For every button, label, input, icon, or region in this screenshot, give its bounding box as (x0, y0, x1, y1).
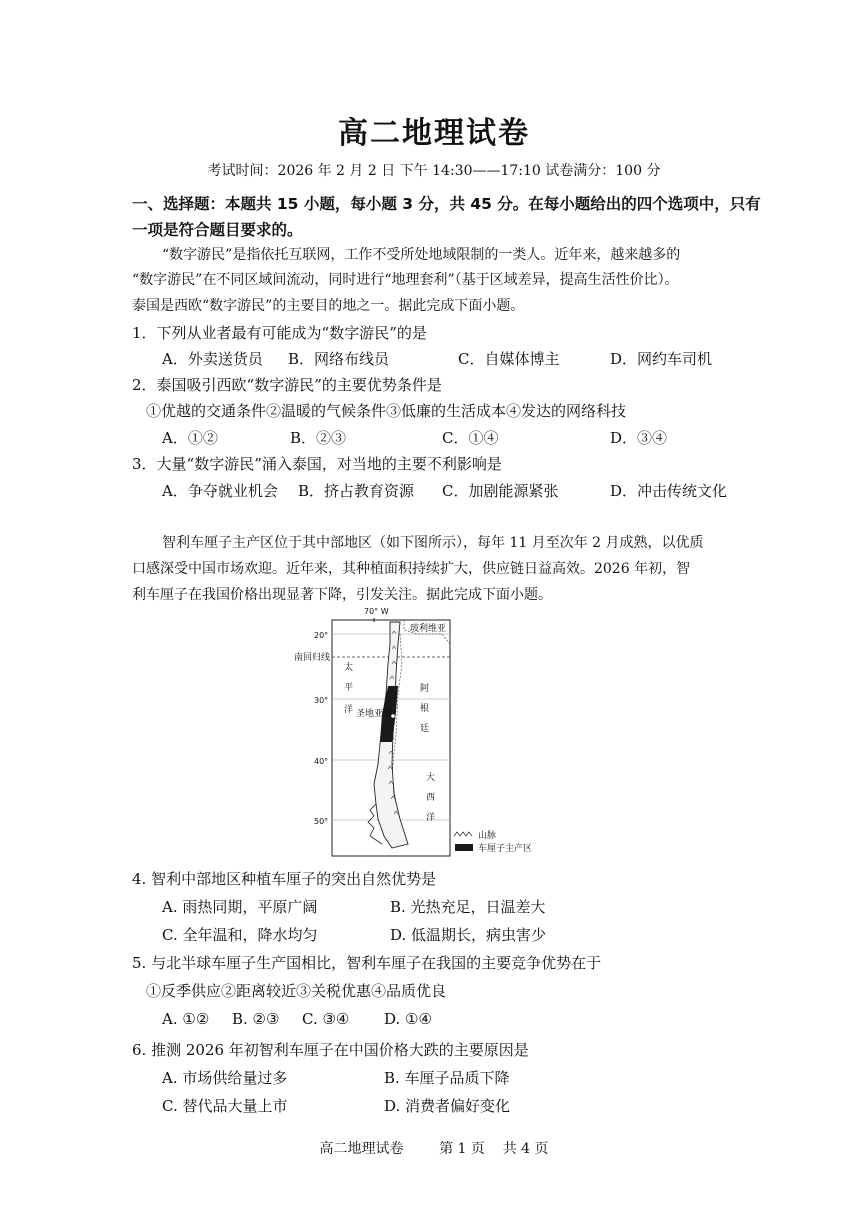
exam-info: 考试时间：2026 年 2 月 2 日 下午 14:30——17:10 试卷满分：100 分 (207, 163, 661, 179)
q2-option-d: D．③④ (610, 429, 668, 447)
q2-option-a: A．①② (162, 429, 218, 447)
page-title: 高二地理试卷 (338, 116, 530, 151)
q5-items: ①反季供应②距离较近③关税优惠④品质优良 (146, 982, 447, 1000)
lat-label-20: 20° (314, 631, 329, 640)
label-pacific-3: 洋 (344, 705, 354, 715)
passage2-line1: 智利车厘子主产区位于其中部地区（如下图所示），每年 11 月至次年 2 月成熟，以优质 (162, 535, 704, 551)
q2-option-c: C．①④ (442, 429, 499, 447)
map-legend (454, 829, 532, 854)
q1-option-a: A．外卖送货员 (162, 350, 263, 368)
q5-option-a: A. ①② (162, 1010, 210, 1028)
q3-option-d: D．冲击传统文化 (610, 482, 728, 500)
q4-option-c: C. 全年温和，降水均匀 (162, 926, 318, 944)
q4-option-d: D. 低温期长，病虫害少 (390, 926, 547, 944)
legend-cherry-label: 车厘子主产区 (478, 844, 533, 854)
q6-option-c: C. 替代品大量上市 (162, 1097, 288, 1115)
legend-mountain-icon (454, 832, 472, 836)
passage1-line2: “数字游民”在不同区域间流动，同时进行“地理套利”（基于区域差异，提高生活性价比）。 (132, 272, 679, 288)
q6-option-b: B. 车厘子品质下降 (384, 1069, 510, 1087)
q3-option-a: A．争夺就业机会 (162, 482, 278, 500)
passage1-line1: “数字游民”是指依托互联网，工作不受所处地域限制的一类人。近年来，越来越多的 (162, 247, 681, 263)
q4-option-b: B. 光热充足，日温差大 (390, 898, 546, 916)
page-footer: 高二地理试卷 第 1 页 共 4 页 (319, 1141, 549, 1157)
q3-option-b: B．挤占教育资源 (298, 482, 415, 500)
label-pacific-1: 太 (344, 663, 354, 673)
tropic-label: 南回归线 (294, 653, 331, 663)
q5-option-d: D. ①④ (384, 1010, 432, 1028)
q1-stem: 1．下列从业者最有可能成为“数字游民”的是 (132, 324, 427, 342)
q4-option-a: A. 雨热同期，平原广阔 (162, 898, 318, 916)
map-lon-label: 70° W (364, 607, 389, 616)
q2-stem: 2．泰国吸引西欧“数字游民”的主要优势条件是 (132, 376, 442, 394)
label-atlantic-1: 大 (426, 773, 436, 783)
q1-option-d: D．网约车司机 (610, 350, 713, 368)
chile-map (292, 604, 552, 860)
label-atlantic-2: 西 (426, 793, 436, 803)
lat-label-50: 50° (314, 817, 329, 826)
passage1-line3: 泰国是西欧“数字游民”的主要目的地之一。据此完成下面小题。 (132, 298, 525, 314)
label-argentina-3: 廷 (420, 724, 430, 734)
lat-label-30: 30° (314, 696, 329, 705)
q1-option-c: C．自媒体博主 (458, 350, 560, 368)
label-argentina-1: 阿 (420, 684, 430, 694)
q3-stem: 3．大量“数字游民”涌入泰国，对当地的主要不利影响是 (132, 455, 502, 473)
q6-option-a: A. 市场供给量过多 (162, 1069, 288, 1087)
label-santiago: 圣地亚哥 (356, 709, 393, 719)
section-heading-line2: 一项是符合题目要求的。 (132, 221, 303, 239)
passage2-line2: 口感深受中国市场欢迎。近年来，其种植面积持续扩大，供应链日益高效。2026 年初，智 (132, 561, 691, 577)
label-atlantic-3: 洋 (426, 813, 436, 823)
passage2-line3: 利车厘子在我国价格出现显著下降，引发关注。据此完成下面小题。 (132, 587, 552, 603)
q4-stem: 4. 智利中部地区种植车厘子的突出自然优势是 (132, 870, 437, 888)
q2-option-b: B．②③ (290, 429, 347, 447)
label-pacific-2: 平 (344, 683, 354, 693)
q5-stem: 5. 与北半球车厘子生产国相比，智利车厘子在我国的主要竞争优势在于 (132, 954, 602, 972)
q3-option-c: C．加剧能源紧张 (442, 482, 559, 500)
q6-stem: 6. 推测 2026 年初智利车厘子在中国价格大跌的主要原因是 (132, 1041, 529, 1059)
q5-option-b: B. ②③ (232, 1010, 280, 1028)
q6-option-d: D. 消费者偏好变化 (384, 1097, 511, 1115)
lat-label-40: 40° (314, 757, 329, 766)
label-argentina-2: 根 (420, 704, 430, 714)
legend-mountain-label: 山脉 (478, 831, 497, 841)
section-heading-line1: 一、选择题：本题共 15 小题，每小题 3 分，共 45 分。在每小题给出的四个选项中，只有 (132, 195, 761, 213)
q2-items: ①优越的交通条件②温暖的气候条件③低廉的生活成本④发达的网络科技 (146, 402, 627, 420)
q1-option-b: B．网络布线员 (288, 350, 390, 368)
label-bolivia: 玻利维亚 (410, 624, 447, 634)
q5-option-c: C. ③④ (302, 1010, 350, 1028)
legend-cherry-icon (455, 844, 473, 851)
